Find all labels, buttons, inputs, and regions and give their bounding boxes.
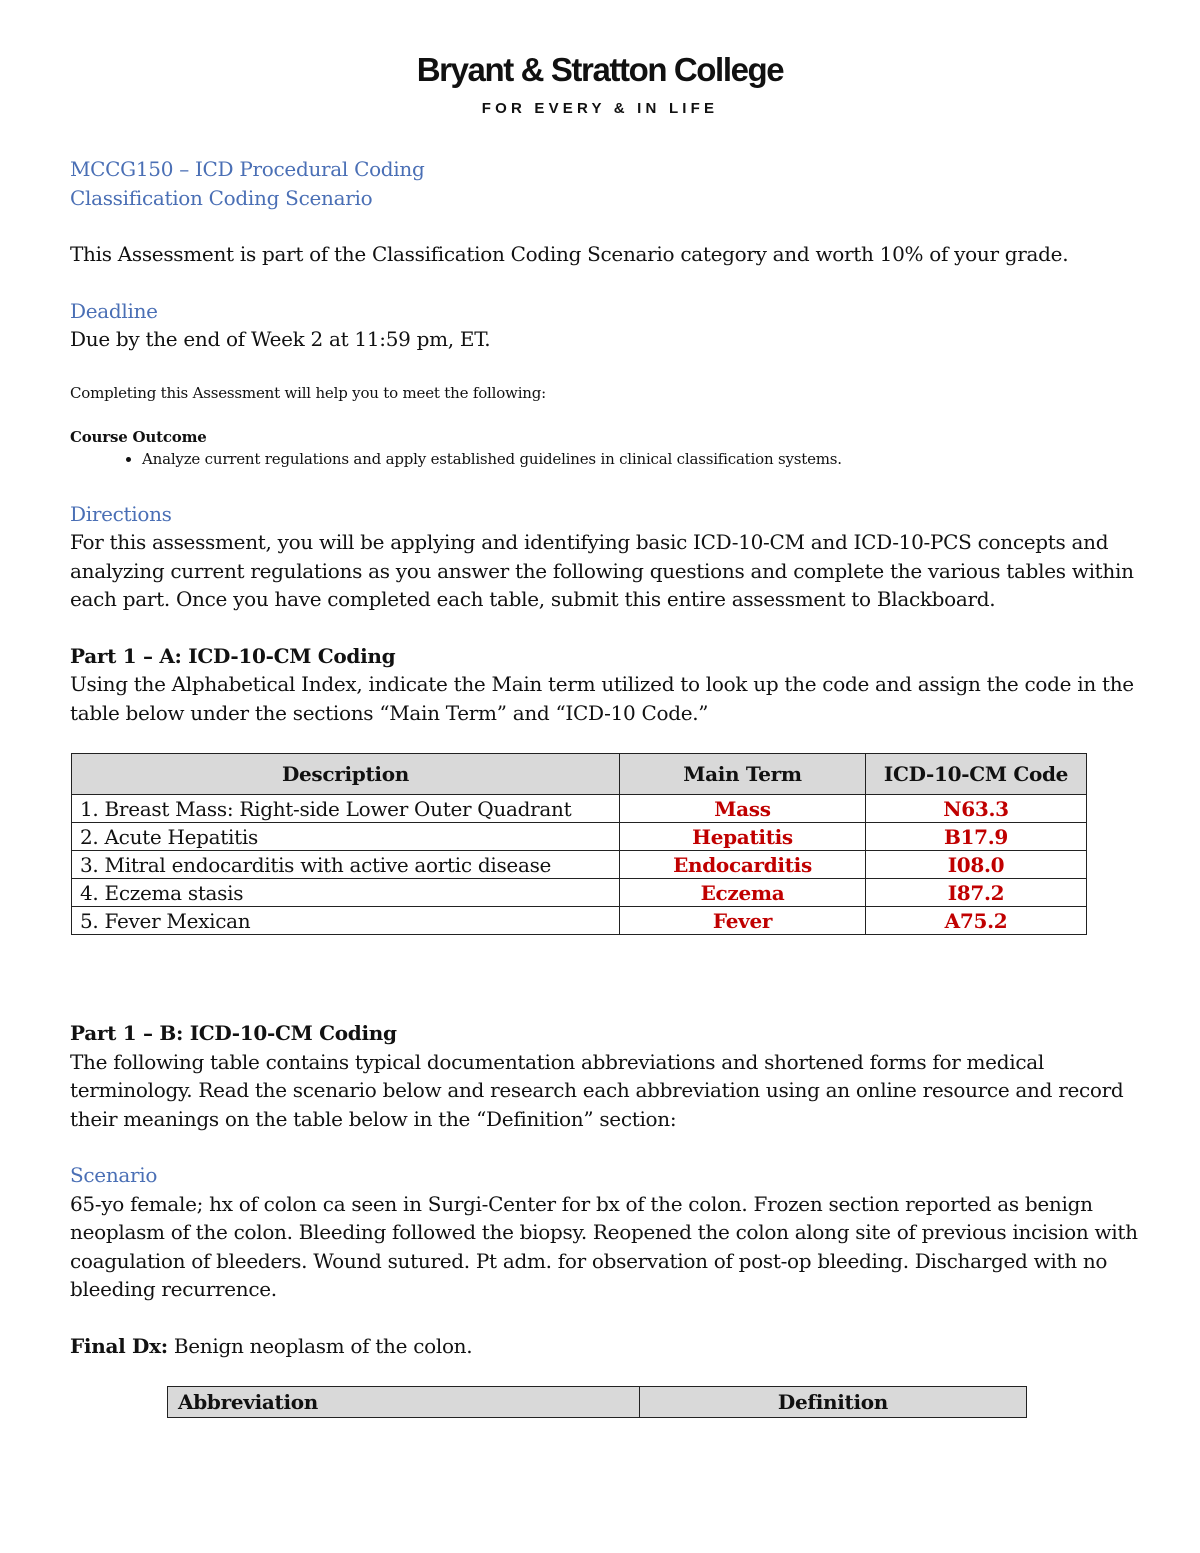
part1a-text: Using the Alphabetical Index, indicate the Main term utilized to look up the code and assign the code in the table below under the sections “Main Term” and “ICD-10 Code.” — [70, 672, 1134, 725]
final-dx-text: Benign neoplasm of the colon. — [173, 1333, 473, 1358]
completing-text: Completing this Assessment will help you to meet the following: — [70, 383, 547, 402]
final-dx — [70, 1332, 1150, 1361]
logo-tagline: FOR EVERY & IN LIFE — [481, 100, 719, 117]
course-title: MCCG150 – ICD Procedural Coding — [70, 157, 425, 181]
row-main-term: Fever — [620, 907, 866, 935]
part1a-heading: Part 1 – A: ICD-10-CM Coding — [70, 643, 396, 668]
col-definition: Definition — [640, 1387, 1027, 1418]
row-description: 5. Fever Mexican — [72, 907, 620, 935]
course-outcome-heading: Course Outcome — [70, 427, 207, 446]
row-description: 1. Breast Mass: Right-side Lower Outer Quadrant — [72, 795, 620, 823]
deadline-text: Due by the end of Week 2 at 11:59 pm, ET. — [70, 327, 491, 351]
row-description: 4. Eczema stasis — [72, 879, 620, 907]
logo-name: Bryant & Stratton College — [416, 51, 784, 88]
part1b-table — [167, 1386, 1027, 1418]
col-abbreviation: Abbreviation — [168, 1387, 640, 1418]
part1b-heading: Part 1 – B: ICD-10-CM Coding — [70, 1021, 397, 1045]
table-header-row — [72, 754, 1087, 795]
col-main-term: Main Term — [620, 754, 866, 795]
row-code: B17.9 — [866, 823, 1087, 851]
document-body — [70, 155, 1150, 1418]
table-row — [72, 851, 1087, 879]
row-description: 2. Acute Hepatitis — [72, 823, 620, 851]
scenario-heading: Scenario — [70, 1163, 158, 1187]
part1b-text: The following table contains typical documentation abbreviations and shortened forms for medical terminology. Read the scenario below and research each abbreviation using an online resource and record their meanings on the table below in the “Definition” section: — [70, 1049, 1124, 1131]
course-outcome-list — [70, 448, 1150, 470]
row-code: I08.0 — [866, 851, 1087, 879]
table-row — [72, 795, 1087, 823]
college-logo — [380, 50, 820, 117]
deadline-heading: Deadline — [70, 298, 158, 323]
row-code: I87.2 — [866, 879, 1087, 907]
col-description: Description — [72, 754, 620, 795]
row-description: 3. Mitral endocarditis with active aortic disease — [72, 851, 620, 879]
row-main-term: Eczema — [620, 879, 866, 907]
table-row — [72, 879, 1087, 907]
assignment-title: Classification Coding Scenario — [70, 185, 373, 210]
row-main-term: Mass — [620, 795, 866, 823]
row-main-term: Hepatitis — [620, 823, 866, 851]
table-header-row — [168, 1387, 1027, 1418]
row-code: A75.2 — [866, 907, 1087, 935]
row-code: N63.3 — [866, 795, 1087, 823]
table-row — [72, 823, 1087, 851]
col-code: ICD-10-CM Code — [866, 754, 1087, 795]
course-outcome-item: • Analyze current regulations and apply established guidelines in clinical classification systems. — [142, 448, 1150, 470]
directions-text: For this assessment, you will be applying and identifying basic ICD-10-CM and ICD-10-PCS concepts and analyzing current regulations as you answer the following questions and complete the various tables within each part. Once you have completed each table, submit this entire assessment to Blackboard. — [70, 530, 1134, 611]
row-main-term: Endocarditis — [620, 851, 866, 879]
table-row — [72, 907, 1087, 935]
scenario-text: 65-yo female; hx of colon ca seen in Surgi-Center for bx of the colon. Frozen section reported as benign neoplasm of the colon. Bleeding followed the biopsy. Reopened the colon along site of previous incision with coagulation of bleeders. Wound sutured. Pt adm. for observation of post-op bleeding. Discharged with no bleeding recurrence. — [70, 1191, 1138, 1301]
final-dx-label: Final Dx: — [70, 1333, 168, 1358]
intro-text: This Assessment is part of the Classification Coding Scenario category and worth 10% of your grade. — [70, 242, 1069, 266]
directions-heading: Directions — [70, 501, 172, 526]
part1a-table — [71, 753, 1087, 935]
